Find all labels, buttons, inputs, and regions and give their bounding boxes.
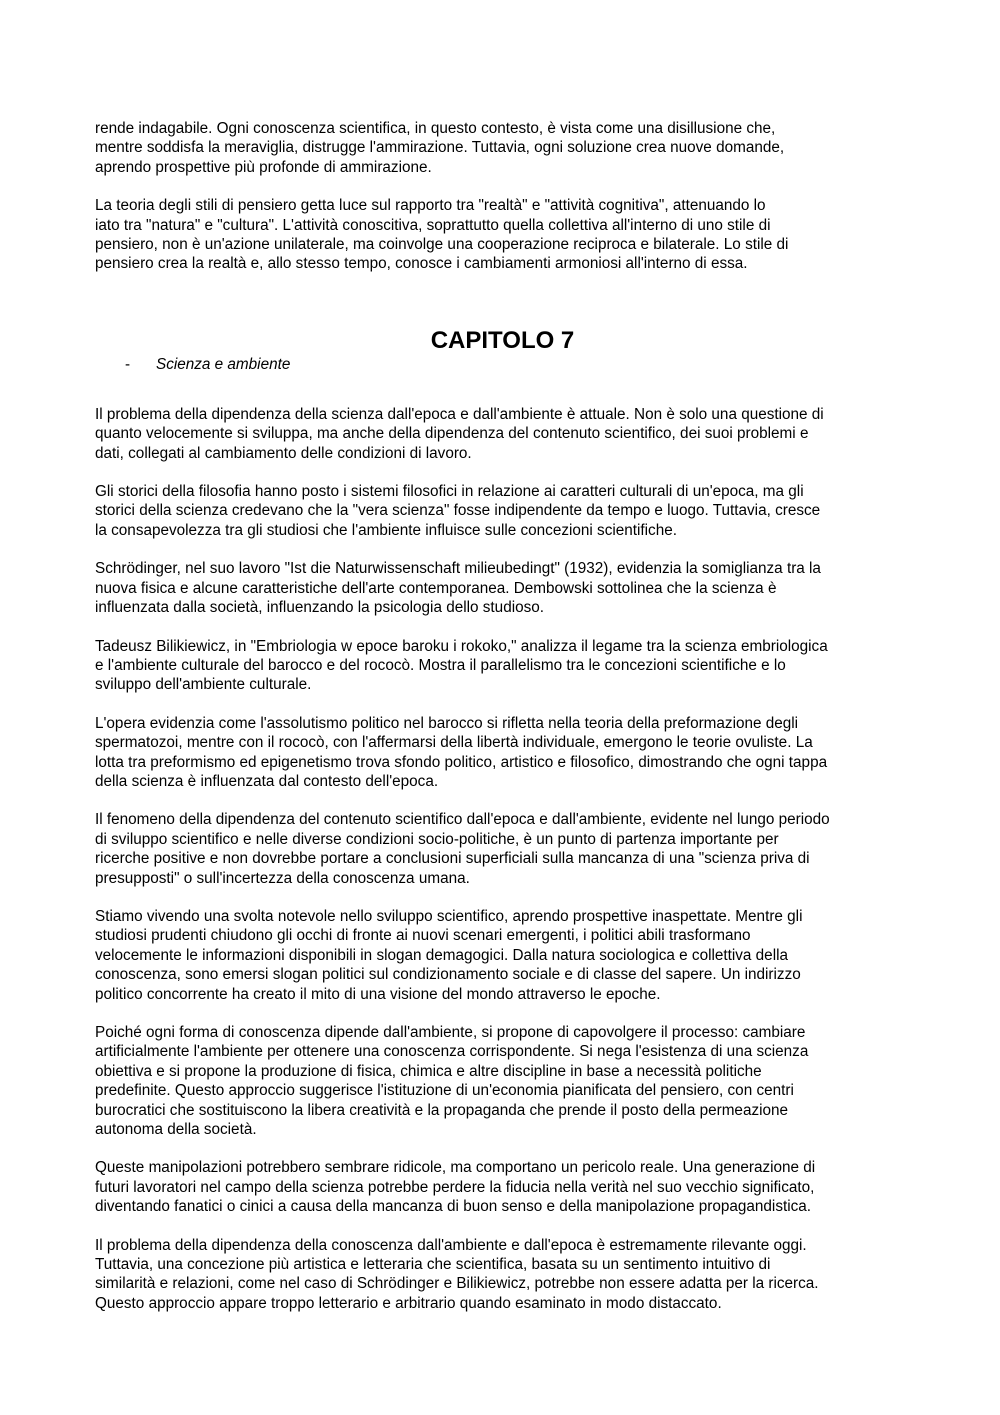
- body-paragraph-7: Stiamo vivendo una svolta notevole nello sviluppo scientifico, aprendo prospettive inaspettate. Mentre gli studiosi prudenti chiudono gli occhi di fronte ai nuovi scenari emergenti, i politici abili trasformano velocemente le informazioni disponibili in slogan demagogici. Dalla natura sociologica e collettiva della conoscenza, sono emersi slogan politici sul condizionamento sociale e di classe del sapere. Un indirizzo politico concorrente ha creato il mito di una visione del mondo attraverso le epoche.: [95, 907, 803, 1003]
- section-heading: Scienza e ambiente: [156, 356, 291, 373]
- body-paragraph-5: L'opera evidenzia come l'assolutismo politico nel barocco si rifletta nella teoria della preformazione degli spermatozoi, mentre con il rococò, con l'affermarsi della libertà individuale, emergono le teorie ovuliste. La lotta tra preformismo ed epigenetismo trova sfondo politico, artistico e filosofico, dimostrando che ogni tappa della scienza è influenzata dal contesto dell'epoca.: [95, 714, 828, 790]
- body-paragraph-2: Gli storici della filosofia hanno posto i sistemi filosofici in relazione ai caratteri culturali di un'epoca, ma gli storici della scienza credevano che la "vera scienza" fosse indipendente da tempo e luogo. Tuttavia, cresce la consapevolezza tra gli studiosi che l'ambiente influisce sulle concezioni scientifiche.: [95, 483, 821, 539]
- section-bullet: [125, 355, 290, 374]
- intro-paragraph-2: La teoria degli stili di pensiero getta luce sul rapporto tra "realtà" e "attività cognitiva", attenuando lo iato tra "natura" e "cultura". L'attività conoscitiva, soprattutto quella collettiva all'interno di uno stile di pensiero, non è un'azione unilaterale, ma coinvolge una cooperazione reciproca e bilaterale. Lo stile di pensiero crea la realtà e, allo stesso tempo, conosce i cambiamenti armoniosi all'interno di essa.: [95, 197, 789, 273]
- body-paragraph-6: Il fenomeno della dipendenza del contenuto scientifico dall'epoca e dall'ambiente, evidente nel lungo periodo di sviluppo scientifico e nelle diverse condizioni socio-politiche, è un punto di partenza importante per ricerche positive e non dovrebbe portare a conclusioni superficiali sulla mancanza di una "scienza priva di presupposti" o sull'incertezza della conoscenza umana.: [95, 811, 830, 887]
- intro-paragraph-1: rende indagabile. Ogni conoscenza scientifica, in questo contesto, è vista come una disillusione che, mentre soddisfa la meraviglia, distrugge l'ammirazione. Tuttavia, ogni soluzione crea nuove domande, aprendo prospettive più profonde di ammirazione.: [95, 120, 785, 176]
- chapter-title: CAPITOLO 7: [430, 327, 575, 354]
- bullet-dash: -: [125, 356, 131, 373]
- body-paragraph-1: Il problema della dipendenza della scienza dall'epoca e dall'ambiente è attuale. Non è solo una questione di quanto velocemente si sviluppa, ma anche della dipendenza del contenuto scientifico, dei suoi problemi e dati, collegati al cambiamento delle condizioni di lavoro.: [95, 405, 824, 462]
- document-page: [95, 119, 910, 1313]
- body-paragraph-10: Il problema della dipendenza della conoscenza dall'ambiente e dall'epoca è estremamente rilevante oggi. Tuttavia, una concezione più artistica e letteraria che scientifica, basata su un sentimento intuitivo di similarità e relazioni, come nel caso di Schrödinger e Bilikiewicz, potrebbe non essere adatta per la ricerca. Questo approccio appare troppo letterario e arbitrario quando esaminato in modo distaccato.: [95, 1236, 819, 1312]
- body-paragraph-8: Poiché ogni forma di conoscenza dipende dall'ambiente, si propone di capovolgere il processo: cambiare artificialmente l'ambiente per ottenere una conoscenza corrispondente. Si nega l'esistenza di una scienza obiettiva e si propone la produzione di fisica, chimica e altre discipline in base a necessità politiche predefinite. Questo approccio suggerisce l'istituzione di un'economia pianificata del pensiero, con centri burocratici che sostituiscono la libera creatività e la propaganda che prende il posto della permeazione autonoma della società.: [95, 1024, 809, 1139]
- body-paragraph-9: Queste manipolazioni potrebbero sembrare ridicole, ma comportano un pericolo reale. Una generazione di futuri lavoratori nel campo della scienza potrebbe perdere la fiducia nella verità nel suo vecchio significato, diventando fanatici o cinici a causa della mancanza di buon senso e della manipolazione propagandistica.: [95, 1159, 816, 1216]
- body-paragraph-3: Schrödinger, nel suo lavoro "Ist die Naturwissenschaft milieubedingt" (1932), evidenzia la somiglianza tra la nuova fisica e alcune caratteristiche dell'arte contemporanea. Dembowski sottolinea che la scienza è influenzata dalla società, influenzando la psicologia dello studioso.: [95, 560, 821, 617]
- body-paragraph-4: Tadeusz Bilikiewicz, in "Embriologia w epoce baroku i rokoko," analizza il legame tra la scienza embriologica e l'ambiente culturale del barocco e del rococò. Mostra il parallelismo tra le concezioni scientifiche e lo sviluppo dell'ambiente culturale.: [95, 637, 828, 694]
